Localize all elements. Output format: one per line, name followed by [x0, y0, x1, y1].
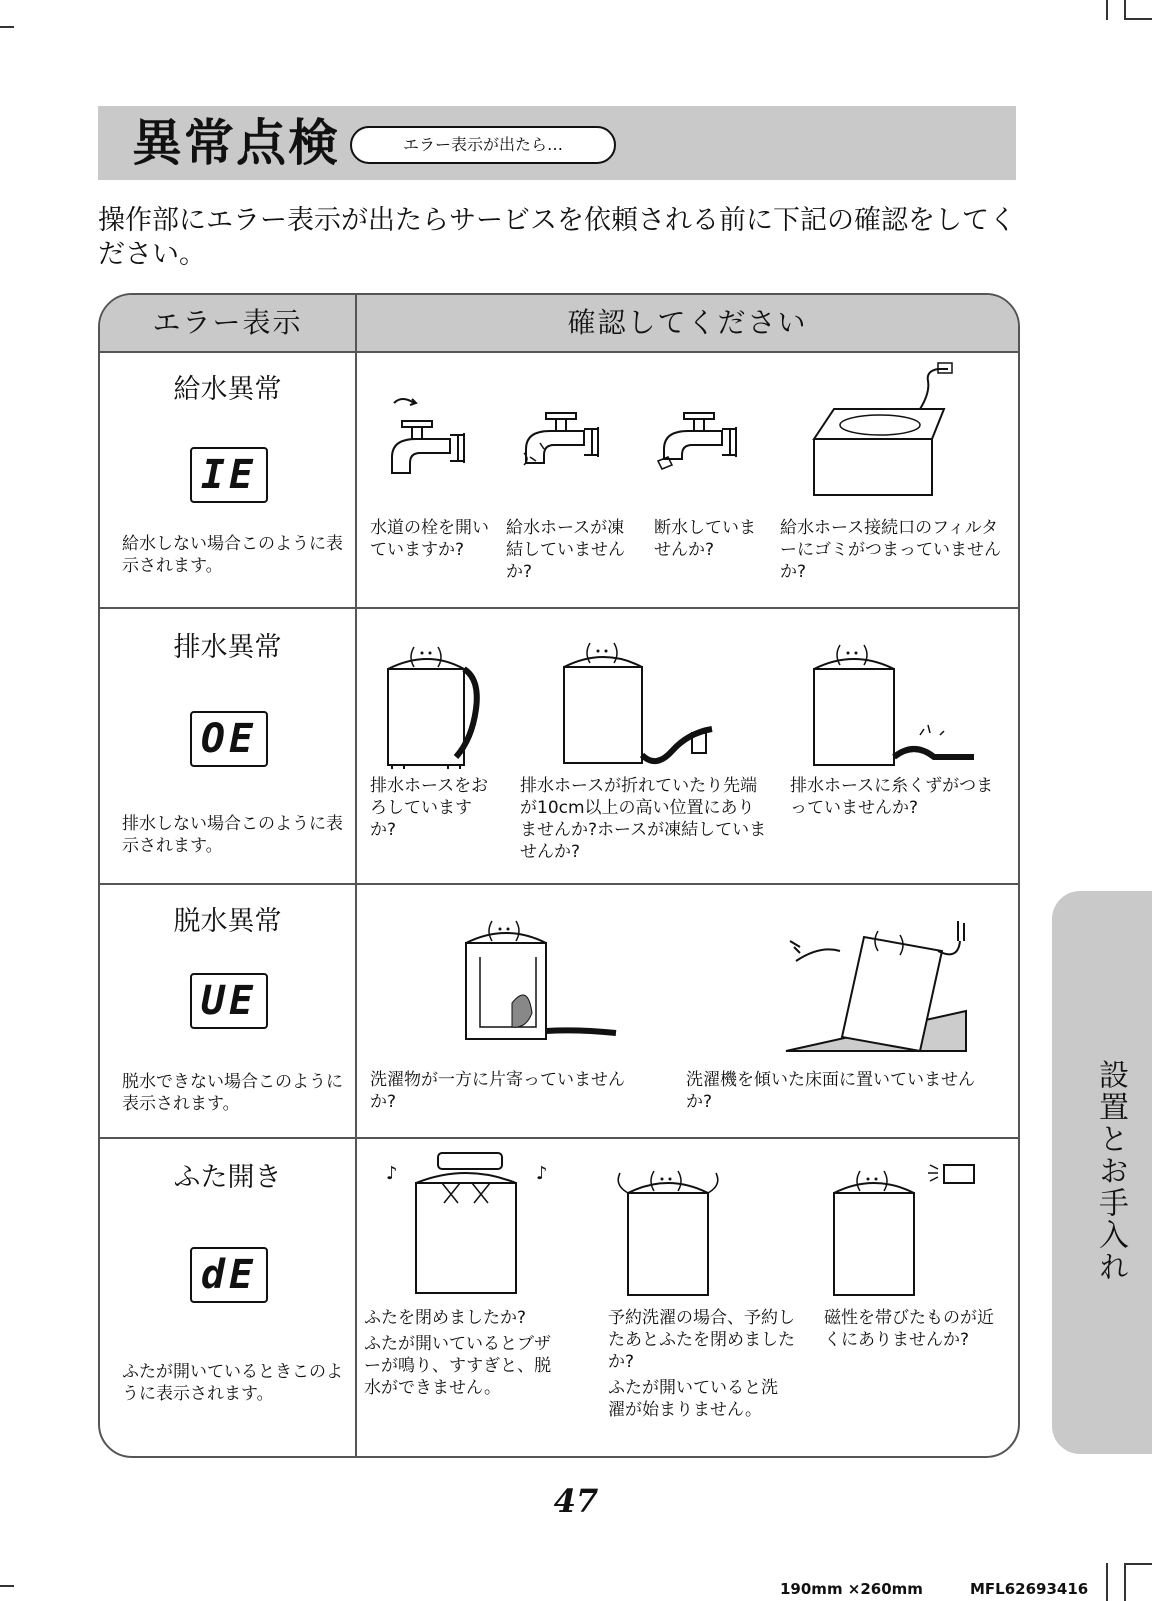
error-description: ふたが開いているときこのように表示されます。: [122, 1362, 343, 1404]
washer-lid-open-buzzer-illustration: [376, 1149, 566, 1299]
error-code-display: dE: [190, 1247, 268, 1303]
error-name: 排水異常: [173, 632, 282, 663]
washer-inlet-filter-illustration: [800, 359, 960, 499]
page-number: 47: [553, 1482, 599, 1520]
svg-text:♪: ♪: [536, 1163, 548, 1184]
check-item: ふたが開いていると洗濯が始まりません。: [608, 1378, 778, 1420]
check-item: 磁性を帯びたものが近くにありませんか?: [824, 1308, 994, 1350]
error-code-display: OE: [190, 711, 268, 767]
error-name: 給水異常: [173, 374, 282, 405]
table-row: [100, 609, 1018, 885]
error-name: ふた開き: [173, 1162, 282, 1193]
washer-unbalanced-load-illustration: [450, 913, 630, 1053]
title-pill: エラー表示が出たら…: [350, 126, 616, 164]
error-description: 脱水できない場合このように表示されます。: [122, 1072, 343, 1114]
crop-mark: [1124, 18, 1152, 20]
svg-text:♪: ♪: [386, 1163, 398, 1184]
header-please-check: 確認してください: [567, 306, 808, 339]
crop-mark: [1124, 1563, 1152, 1565]
check-item: 排水ホースをおろしていますか?: [370, 776, 489, 840]
check-item: 断水していませんか?: [654, 518, 756, 560]
check-item: 排水ホースに糸くずがつまっていませんか?: [790, 776, 994, 818]
washer-hose-lint-illustration: [800, 629, 980, 769]
error-description: 排水しない場合このように表示されます。: [122, 814, 343, 856]
error-code-display: UE: [190, 973, 268, 1029]
footer-size: 190mm ×260mm: [780, 1580, 923, 1598]
footer-code: MFL62693416: [970, 1580, 1089, 1598]
crop-mark: [1106, 1563, 1108, 1601]
faucet-frozen-illustration: [510, 403, 620, 483]
check-item: 洗濯物が一方に片寄っていませんか?: [370, 1070, 625, 1112]
table-row: [100, 353, 1018, 609]
check-item: ふたが開いているとブザーが鳴り、すすぎと、脱水ができません。: [364, 1334, 552, 1398]
header-error-display: エラー表示: [152, 306, 303, 339]
intro-text: 操作部にエラー表示が出たらサービスを依頼される前に下記の確認をしてください。: [98, 205, 1016, 270]
error-code-display: IE: [190, 447, 268, 503]
check-item: 予約洗濯の場合、予約したあとふたを閉めましたか?: [608, 1308, 795, 1372]
washer-hose-down-illustration: [372, 629, 502, 769]
crop-mark: [1124, 1563, 1126, 1601]
section-side-tab: [1052, 891, 1152, 1454]
crop-mark: [1106, 0, 1108, 20]
faucet-open-illustration: [372, 393, 482, 483]
check-item: ふたを閉めましたか?: [364, 1308, 527, 1328]
crop-mark: [0, 1585, 14, 1587]
check-item: 洗濯機を傾いた床面に置いていませんか?: [686, 1070, 975, 1112]
washer-lid-close-timer-illustration: [610, 1155, 730, 1305]
washer-tilted-floor-illustration: [782, 911, 982, 1061]
check-item: 水道の栓を開いていますか?: [370, 518, 489, 560]
washer-magnet-illustration: [820, 1155, 990, 1305]
side-tab-label: 設置とお手入れ: [1093, 1059, 1128, 1283]
title-band: [98, 106, 1016, 180]
check-item: 給水ホース接続口のフィルターにゴミがつまっていませんか?: [780, 518, 1001, 582]
error-name: 脱水異常: [173, 906, 282, 937]
crop-mark: [1124, 0, 1126, 20]
washer-hose-kinked-illustration: [550, 627, 730, 767]
error-table: [98, 293, 1020, 1458]
faucet-outage-illustration: [648, 403, 758, 483]
check-item: 排水ホースが折れていたり先端が10cm以上の高い位置にありませんか?ホースが凍結していませんか?: [520, 776, 767, 862]
table-row: [100, 885, 1018, 1139]
crop-mark: [0, 26, 14, 28]
check-item: 給水ホースが凍結していませんか?: [506, 518, 625, 582]
error-description: 給水しない場合このように表示されます。: [122, 534, 343, 576]
page-title: 異常点検: [132, 114, 340, 172]
table-header: [100, 295, 1018, 353]
table-row: [100, 1139, 1018, 1456]
